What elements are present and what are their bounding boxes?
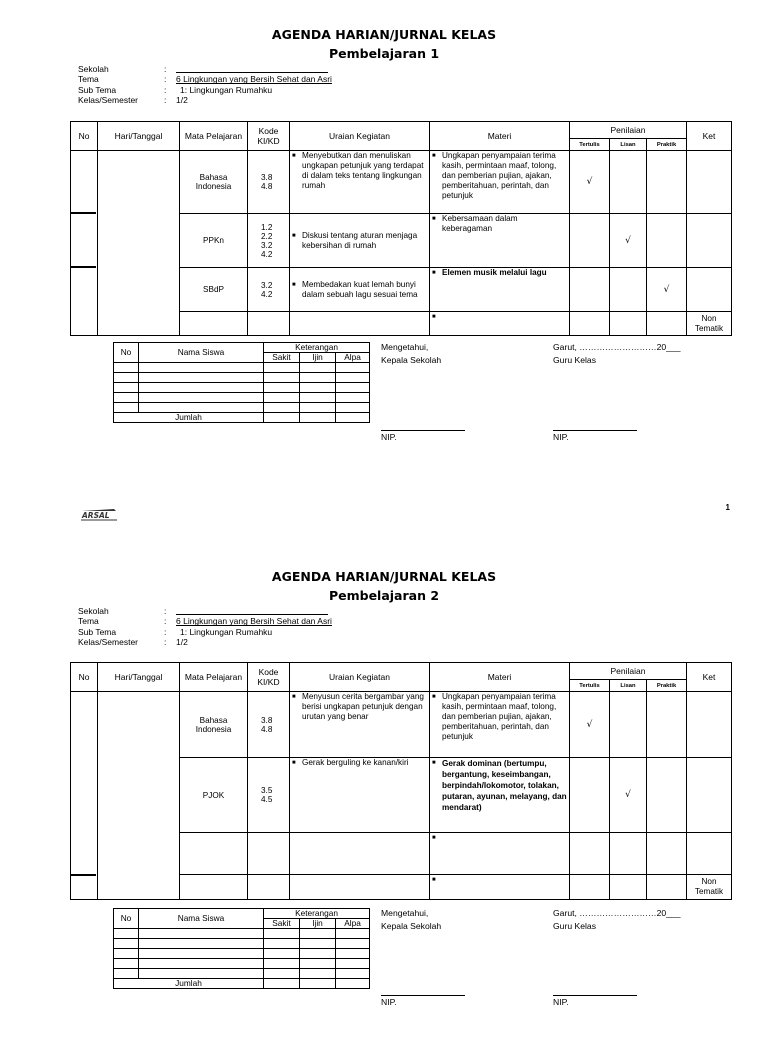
row-marker	[70, 266, 96, 268]
student-col-alpa: Alpa	[336, 353, 370, 363]
uraian-cell: Menyusun cerita bergambar yang berisi ungkapan petunjuk dengan urutan yang benar	[302, 692, 424, 721]
lisan-cell: √	[610, 758, 647, 833]
tema-label: Tema	[78, 616, 99, 627]
table-row: PPKn 1.2 2.2 3.2 4.2 ■ Diskusi tentang aturan menjaga kebersihan di rumah ■ Kebersamaan dalam keberagaman √	[71, 214, 732, 268]
col-uraian: Uraian Kegiatan	[290, 122, 430, 151]
student-col-keterangan: Keterangan	[264, 909, 370, 919]
mapel-cell: PJOK	[180, 758, 248, 833]
ket-cell: Non Tematik	[687, 875, 732, 900]
lisan-cell: √	[610, 214, 647, 268]
student-col-alpa: Alpa	[336, 919, 370, 929]
col-penilaian: Penilaian	[570, 122, 687, 139]
mapel-cell: Bahasa Indonesia	[180, 692, 248, 758]
table-row: ■ Non Tematik	[71, 312, 732, 336]
signature-line	[553, 994, 637, 996]
lisan-cell	[610, 692, 647, 758]
subtema-value: 1: Lingkungan Rumahku	[180, 84, 273, 95]
uraian-cell: Diskusi tentang aturan menjaga kebersihan di rumah	[302, 230, 418, 250]
student-col-nama: Nama Siswa	[139, 343, 264, 363]
kelas-value: 1/2	[176, 95, 188, 106]
tertulis-cell: √	[570, 151, 610, 214]
subtema-label: Sub Tema	[78, 626, 117, 637]
table-row	[114, 969, 370, 979]
col-tertulis: Tertulis	[570, 139, 610, 151]
tema-value: 6 Lingkungan yang Bersih Sehat dan Asri	[176, 616, 332, 627]
materi-cell: Ungkapan penyampaian terima kasih, permintaan maaf, tolong, dan pemberian pujian, ajakan, pemberitahuan, perintah, dan petunjuk	[442, 692, 557, 741]
kode-cell: 3.2 4.2	[248, 268, 290, 312]
materi-cell: Gerak dominan (bertumpu, bergantung, keseimbangan, berpindah/lokomotor, tolakan, putaran, ayunan, melayang, dan mendarat)	[442, 759, 567, 812]
subtema-label: Sub Tema	[78, 84, 117, 95]
table-row: ■ Non Tematik	[71, 875, 732, 900]
col-materi: Materi	[430, 122, 570, 151]
info-block: Sekolah : Tema : 6 Lingkungan yang Bersih Sehat dan Asri Sub Tema : 1: Lingkungan Rumahku Kelas/Semester : 1/2	[78, 64, 332, 106]
table-row	[114, 929, 370, 939]
praktik-cell	[647, 692, 687, 758]
ket-cell	[687, 214, 732, 268]
table-row	[114, 373, 370, 383]
student-col-sakit: Sakit	[264, 919, 300, 929]
student-jumlah: Jumlah	[114, 413, 264, 423]
col-ket: Ket	[687, 122, 732, 151]
lisan-cell	[610, 268, 647, 312]
tema-label: Tema	[78, 74, 99, 85]
kode-cell: 1.2 2.2 3.2 4.2	[248, 214, 290, 268]
ket-cell	[687, 151, 732, 214]
col-lisan: Lisan	[610, 139, 647, 151]
student-col-sakit: Sakit	[264, 353, 300, 363]
signature-line	[381, 429, 465, 431]
col-hari: Hari/Tanggal	[98, 122, 180, 151]
journal-table	[70, 662, 732, 900]
student-col-no: No	[114, 909, 139, 929]
uraian-cell: Menyebutkan dan menuliskan ungkapan petunjuk yang terdapat di dalam teks tentang lingkungan rumah	[302, 151, 424, 190]
table-row: Bahasa Indonesia 3.8 4.8 ■ Menyusun cerita bergambar yang berisi ungkapan petunjuk dengan urutan yang benar ■ Ungkapan penyampaian terima kasih, permintaan maaf, tolong, dan pemberian pujian, ajakan, pemberitahuan, perintah, dan petunjuk √	[71, 692, 732, 758]
ket-cell: Non Tematik	[687, 312, 732, 336]
signature-line	[553, 429, 637, 431]
uraian-cell: Gerak berguling ke kanan/kiri	[302, 758, 409, 767]
kode-cell: 3.5 4.5	[248, 758, 290, 833]
table-row	[114, 363, 370, 373]
table-row	[114, 393, 370, 403]
kode-cell: 3.8 4.8	[248, 151, 290, 214]
ket-cell	[687, 758, 732, 833]
page-title: AGENDA HARIAN/JURNAL KELAS	[271, 27, 497, 42]
praktik-cell	[647, 758, 687, 833]
row-marker	[70, 212, 96, 214]
materi-cell: Elemen musik melalui lagu	[442, 268, 547, 277]
signature-kepsek: Mengetahui, Kepala Sekolah	[381, 342, 442, 365]
col-hari: Hari/Tanggal	[98, 663, 180, 692]
table-row: Bahasa Indonesia 3.8 4.8 ■ Menyebutkan dan menuliskan ungkapan petunjuk yang terdapat di dalam teks tentang lingkungan rumah ■ Ungkapan penyampaian terima kasih, permintaan maaf, tolong, dan pemberian pujian, ajakan, pemberitahuan, perintah, dan petunjuk √	[71, 151, 732, 214]
student-col-ijin: Ijin	[300, 353, 336, 363]
student-col-no: No	[114, 343, 139, 363]
kelas-label: Kelas/Semester	[78, 637, 138, 648]
col-no: No	[71, 122, 98, 151]
row-marker	[70, 874, 96, 876]
nip-label: NIP.	[381, 432, 397, 442]
svg-text:ARSAL: ARSAL	[82, 511, 110, 520]
page-title: AGENDA HARIAN/JURNAL KELAS	[271, 569, 497, 584]
tema-value: 6 Lingkungan yang Bersih Sehat dan Asri	[176, 74, 332, 85]
mapel-cell: Bahasa Indonesia	[180, 151, 248, 214]
signature-guru: Garut, ………………………20___ Guru Kelas	[553, 908, 681, 931]
tertulis-cell	[570, 214, 610, 268]
kode-cell: 3.8 4.8	[248, 692, 290, 758]
student-col-keterangan: Keterangan	[264, 343, 370, 353]
page-subtitle: Pembelajaran 2	[328, 588, 440, 603]
mapel-cell: PPKn	[180, 214, 248, 268]
arsal-logo	[80, 508, 118, 522]
nip-label: NIP.	[553, 432, 569, 442]
col-penilaian: Penilaian	[570, 663, 687, 680]
table-row	[114, 939, 370, 949]
student-col-ijin: Ijin	[300, 919, 336, 929]
col-kode: Kode KI/KD	[248, 122, 290, 151]
signature-kepsek: Mengetahui, Kepala Sekolah	[381, 908, 442, 931]
student-table	[113, 908, 370, 989]
kelas-value: 1/2	[176, 637, 188, 648]
nip-label: NIP.	[381, 997, 397, 1007]
col-kode: Kode KI/KD	[248, 663, 290, 692]
page-subtitle: Pembelajaran 1	[328, 46, 440, 61]
materi-cell: Kebersamaan dalam keberagaman	[442, 214, 518, 233]
table-row	[114, 949, 370, 959]
col-uraian: Uraian Kegiatan	[290, 663, 430, 692]
signature-guru: Garut, ………………………20___ Guru Kelas	[553, 342, 681, 365]
col-ket: Ket	[687, 663, 732, 692]
praktik-cell	[647, 151, 687, 214]
signature-line	[381, 994, 465, 996]
page-1	[0, 0, 768, 520]
student-table	[113, 342, 370, 423]
subtema-value: 1: Lingkungan Rumahku	[180, 626, 273, 637]
sekolah-label: Sekolah	[78, 64, 109, 74]
col-mapel: Mata Pelajaran	[180, 663, 248, 692]
praktik-cell: √	[647, 268, 687, 312]
col-mapel: Mata Pelajaran	[180, 122, 248, 151]
kelas-label: Kelas/Semester	[78, 95, 138, 106]
col-tertulis: Tertulis	[570, 680, 610, 692]
col-praktik: Praktik	[647, 139, 687, 151]
sekolah-field	[176, 64, 328, 73]
ket-cell	[687, 692, 732, 758]
table-row: ■	[71, 833, 732, 875]
praktik-cell	[647, 214, 687, 268]
tertulis-cell	[570, 758, 610, 833]
table-row: SBdP 3.2 4.2 ■ Membedakan kuat lemah bunyi dalam sebuah lagu sesuai tema ■ Elemen musik melalui lagu √	[71, 268, 732, 312]
table-row	[114, 403, 370, 413]
col-no: No	[71, 663, 98, 692]
col-praktik: Praktik	[647, 680, 687, 692]
mapel-cell: SBdP	[180, 268, 248, 312]
journal-table	[70, 121, 732, 336]
materi-cell: Ungkapan penyampaian terima kasih, permintaan maaf, tolong, dan pemberian pujian, ajakan, pemberitahuan, perintah, dan petunjuk	[442, 151, 557, 200]
table-row	[114, 959, 370, 969]
lisan-cell	[610, 151, 647, 214]
sekolah-label: Sekolah	[78, 606, 109, 616]
tertulis-cell: √	[570, 692, 610, 758]
page-number: 1	[725, 503, 730, 512]
col-materi: Materi	[430, 663, 570, 692]
ket-cell	[687, 268, 732, 312]
table-row	[114, 383, 370, 393]
page-2	[0, 542, 768, 1054]
uraian-cell: Membedakan kuat lemah bunyi dalam sebuah lagu sesuai tema	[302, 279, 418, 299]
sekolah-field	[176, 606, 328, 615]
table-row: PJOK 3.5 4.5 ■ Gerak berguling ke kanan/kiri ■ Gerak dominan (bertumpu, bergantung, keseimbangan, berpindah/lokomotor, tolakan, putaran, ayunan, melayang, dan mendarat) √	[71, 758, 732, 833]
student-col-nama: Nama Siswa	[139, 909, 264, 929]
tertulis-cell	[570, 268, 610, 312]
col-lisan: Lisan	[610, 680, 647, 692]
student-jumlah: Jumlah	[114, 979, 264, 989]
info-block: Sekolah : Tema : 6 Lingkungan yang Bersih Sehat dan Asri Sub Tema : 1: Lingkungan Rumahku Kelas/Semester : 1/2	[78, 606, 332, 648]
nip-label: NIP.	[553, 997, 569, 1007]
